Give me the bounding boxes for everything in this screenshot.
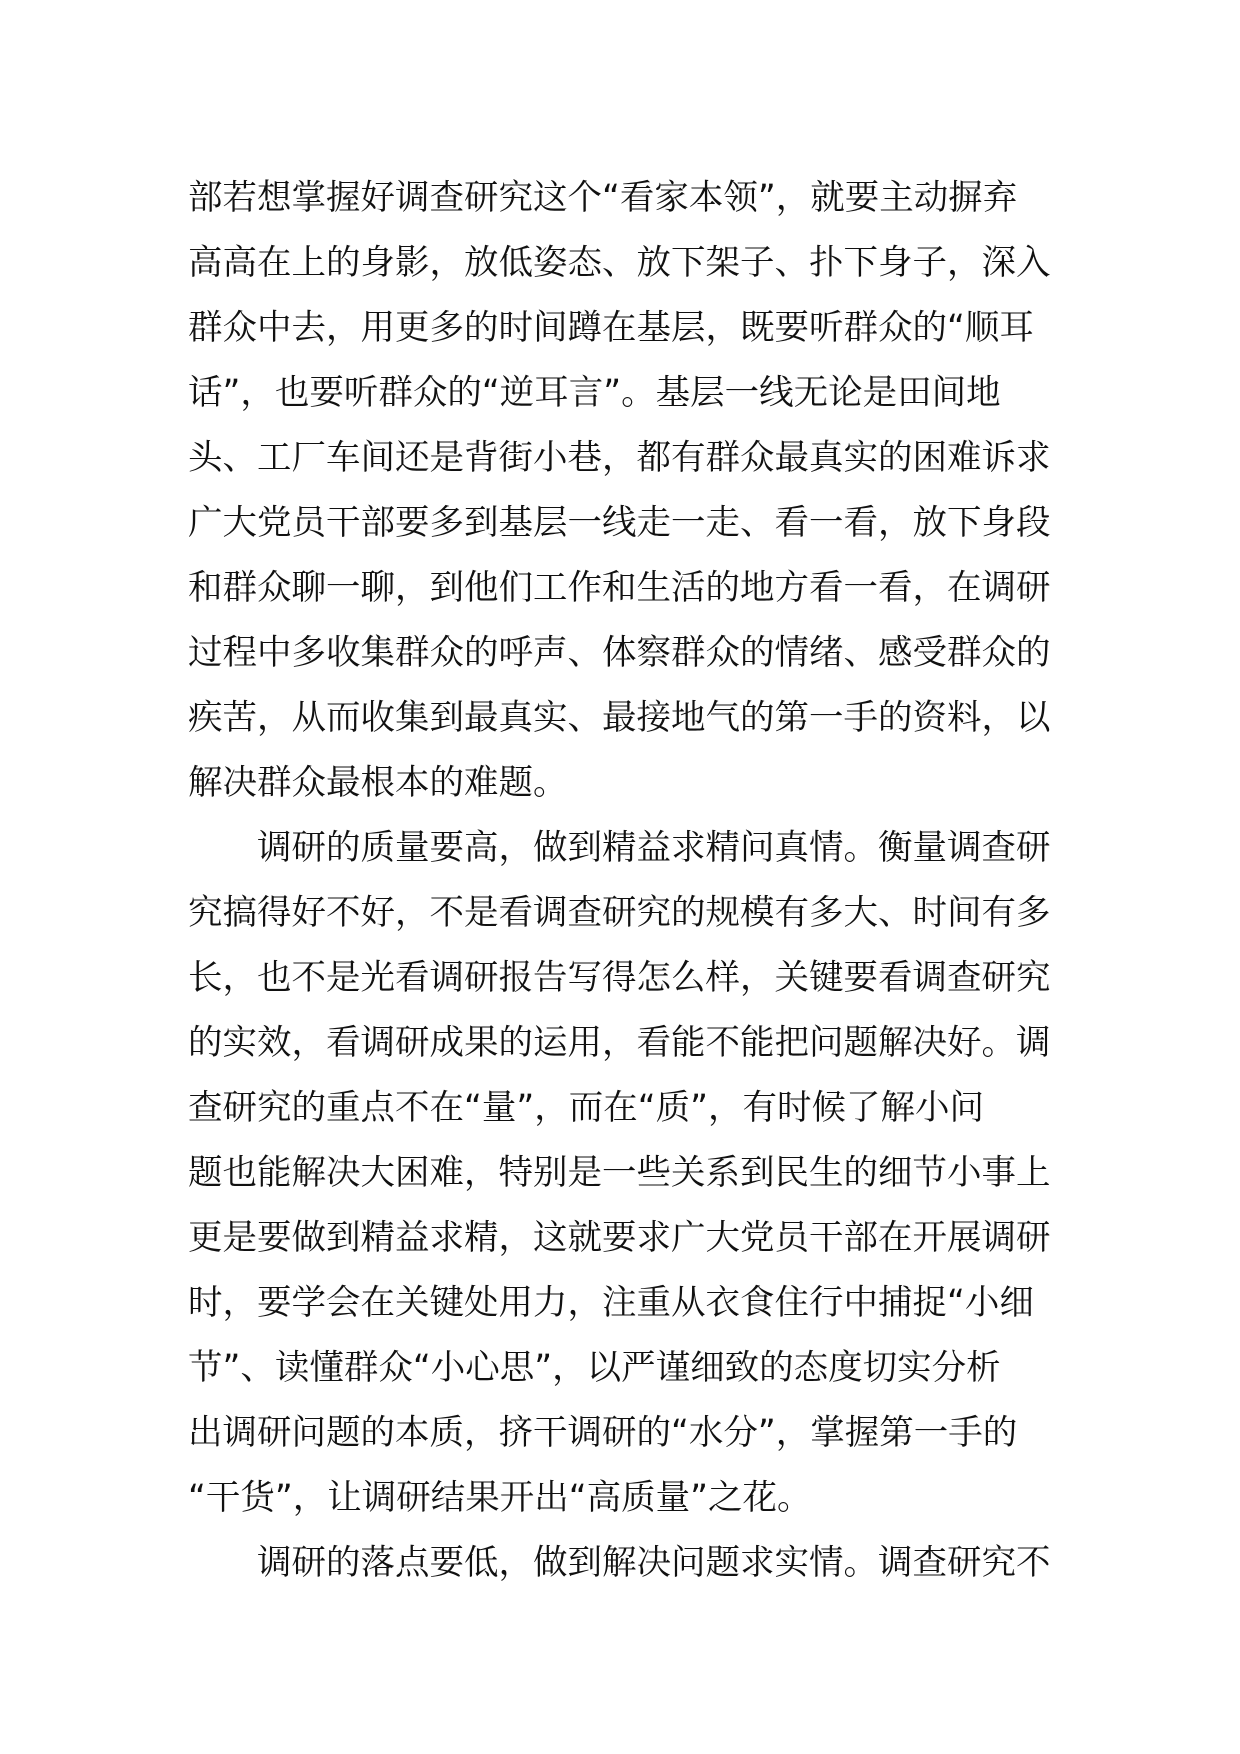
text-line: 节”、读懂群众“小心思”，以严谨细致的态度切实分析 — [188, 1348, 1001, 1388]
text-line: 群众中去，用更多的时间蹲在基层，既要听群众的“顺耳 — [188, 308, 1034, 348]
text-line: 的实效，看调研成果的运用，看能不能把问题解决好。调 — [188, 1023, 1051, 1063]
text-line: 时，要学会在关键处用力，注重从衣食住行中捕捉“小细 — [188, 1283, 1034, 1323]
text-line: 调研的落点要低，做到解决问题求实情。调查研究不 — [257, 1543, 1051, 1583]
text-line: 高高在上的身影，放低姿态、放下架子、扑下身子，深入 — [188, 243, 1051, 283]
text-line: 疾苦，从而收集到最真实、最接地气的第一手的资料，以 — [188, 698, 1051, 738]
paragraph — [188, 816, 1068, 1531]
text-line: 过程中多收集群众的呼声、体察群众的情绪、感受群众的 — [188, 633, 1051, 673]
text-line: 更是要做到精益求精，这就要求广大党员干部在开展调研 — [188, 1218, 1051, 1258]
text-line: 头、工厂车间还是背街小巷，都有群众最真实的困难诉求 — [188, 438, 1051, 478]
text-line: 题也能解决大困难，特别是一些关系到民生的细节小事上 — [188, 1153, 1051, 1193]
text-line: 话”，也要听群众的“逆耳言”。基层一线无论是田间地 — [188, 373, 1001, 413]
text-line: 广大党员干部要多到基层一线走一走、看一看，放下身段 — [188, 503, 1051, 543]
text-line: 部若想掌握好调查研究这个“看家本领”，就要主动摒弃 — [188, 178, 1018, 218]
text-line: 解决群众最根本的难题。 — [188, 763, 568, 803]
text-line: 查研究的重点不在“量”，而在“质”，有时候了解小问 — [188, 1088, 984, 1128]
text-line: 出调研问题的本质，挤干调研的“水分”，掌握第一手的 — [188, 1413, 1018, 1453]
text-line: “干货”，让调研结果开出“高质量”之花。 — [188, 1478, 812, 1518]
text-line: 长，也不是光看调研报告写得怎么样，关键要看调查研究 — [188, 958, 1051, 998]
paragraph — [188, 1531, 1068, 1596]
text-line: 调研的质量要高，做到精益求精问真情。衡量调查研 — [257, 828, 1051, 868]
paragraph — [188, 166, 1068, 816]
document-body — [188, 166, 1068, 1596]
text-line: 和群众聊一聊，到他们工作和生活的地方看一看，在调研 — [188, 568, 1051, 608]
text-line: 究搞得好不好，不是看调查研究的规模有多大、时间有多 — [188, 893, 1051, 933]
